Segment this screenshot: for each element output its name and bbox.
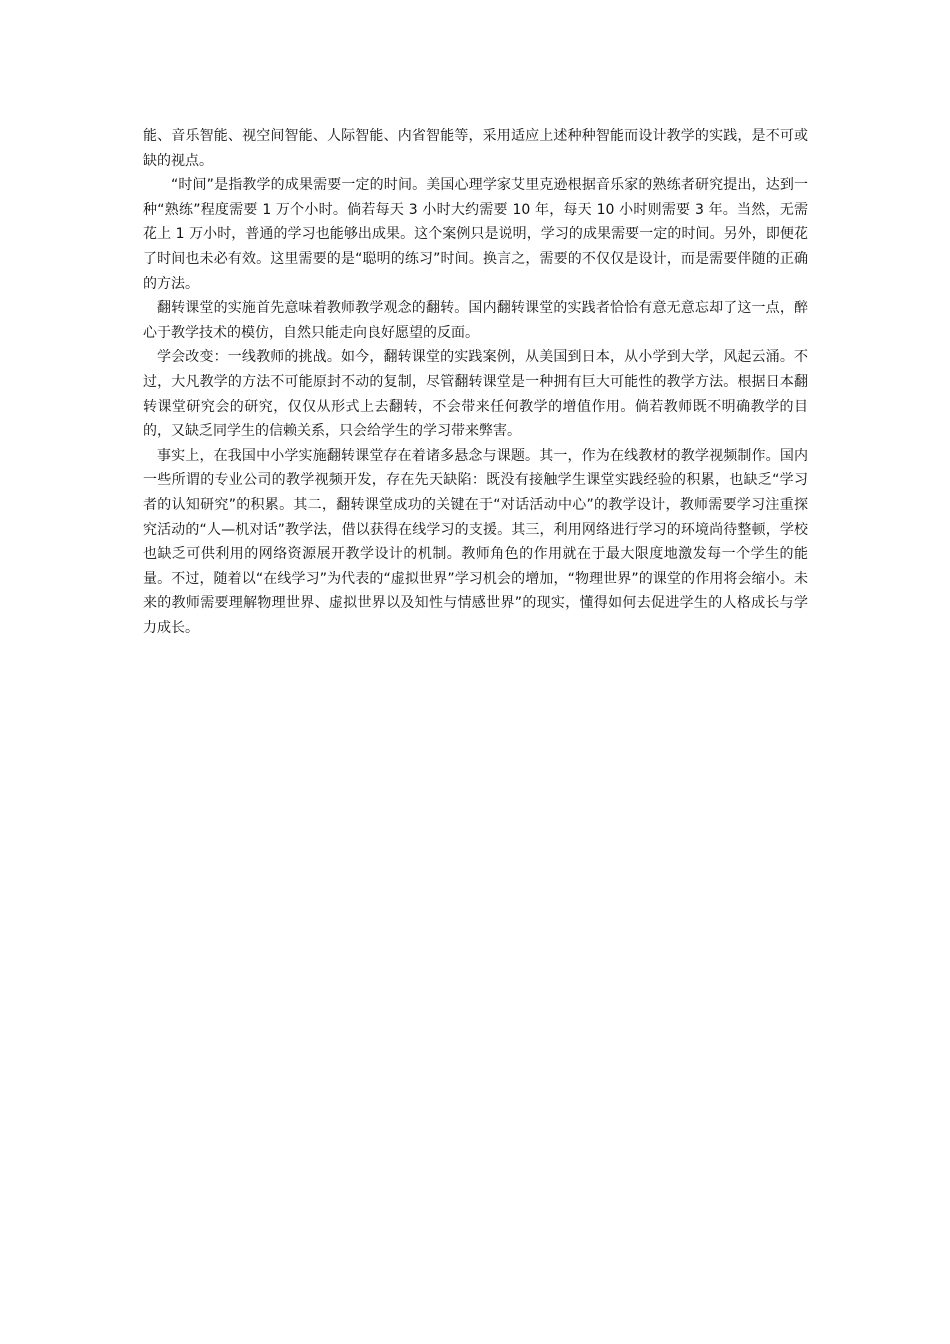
paragraph-learning-to-change: 学会改变：一线教师的挑战。如今，翻转课堂的实践案例，从美国到日本，从小学到大学，风起云涌。不过，大凡教学的方法不可能原封不动的复制，尽管翻转课堂是一种拥有巨大可能性的教学方法。根据日本翻转课堂研究会的研究，仅仅从形式上去翻转，不会带来任何教学的增值作用。倘若教师既不明确教学的目的，又缺乏同学生的信赖关系，只会给学生的学习带来弊害。	[143, 349, 808, 440]
document-body	[143, 124, 808, 640]
paragraph-continuation: 能、音乐智能、视空间智能、人际智能、内省智能等，采用适应上述种种智能而设计教学的实践，是不可或缺的视点。	[143, 128, 808, 169]
paragraph-flipped-classroom-concept: 翻转课堂的实施首先意味着教师教学观念的翻转。国内翻转课堂的实践者恰恰有意无意忘却了这一点，醉心于教学技术的模仿，自然只能走向良好愿望的反面。	[143, 300, 808, 341]
paragraph-in-fact: 事实上，在我国中小学实施翻转课堂存在着诸多悬念与课题。其一，作为在线教材的教学视频制作。国内一些所谓的专业公司的教学视频开发，存在先天缺陷：既没有接触学生课堂实践经验的积累，也缺乏“学习者的认知研究”的积累。其二，翻转课堂成功的关键在于“对话活动中心”的教学设计，教师需要学习注重探究活动的“人—机对话”教学法，借以获得在线学习的支援。其三，利用网络进行学习的环境尚待整顿，学校也缺乏可供利用的网络资源展开教学设计的机制。教师角色的作用就在于最大限度地激发每一个学生的能量。不过，随着以“在线学习”为代表的“虚拟世界”学习机会的增加，“物理世界”的课堂的作用将会缩小。未来的教师需要理解物理世界、虚拟世界以及知性与情感世界”的现实，懂得如何去促进学生的人格成长与学力成长。	[143, 447, 808, 636]
paragraph-time: “时间”是指教学的成果需要一定的时间。美国心理学家艾里克逊根据音乐家的熟练者研究提出，达到一种“熟练”程度需要 1 万个小时。倘若每天 3 小时大约需要 10 年，每天 10 小时则需要 3 年。当然，无需花上 1 万小时，普通的学习也能够出成果。这个案例只是说明，学习的成果需要一定的时间。另外，即便花了时间也未必有效。这里需要的是“聪明的练习”时间。换言之，需要的不仅仅是设计，而是需要伴随的正确的方法。	[143, 177, 808, 292]
